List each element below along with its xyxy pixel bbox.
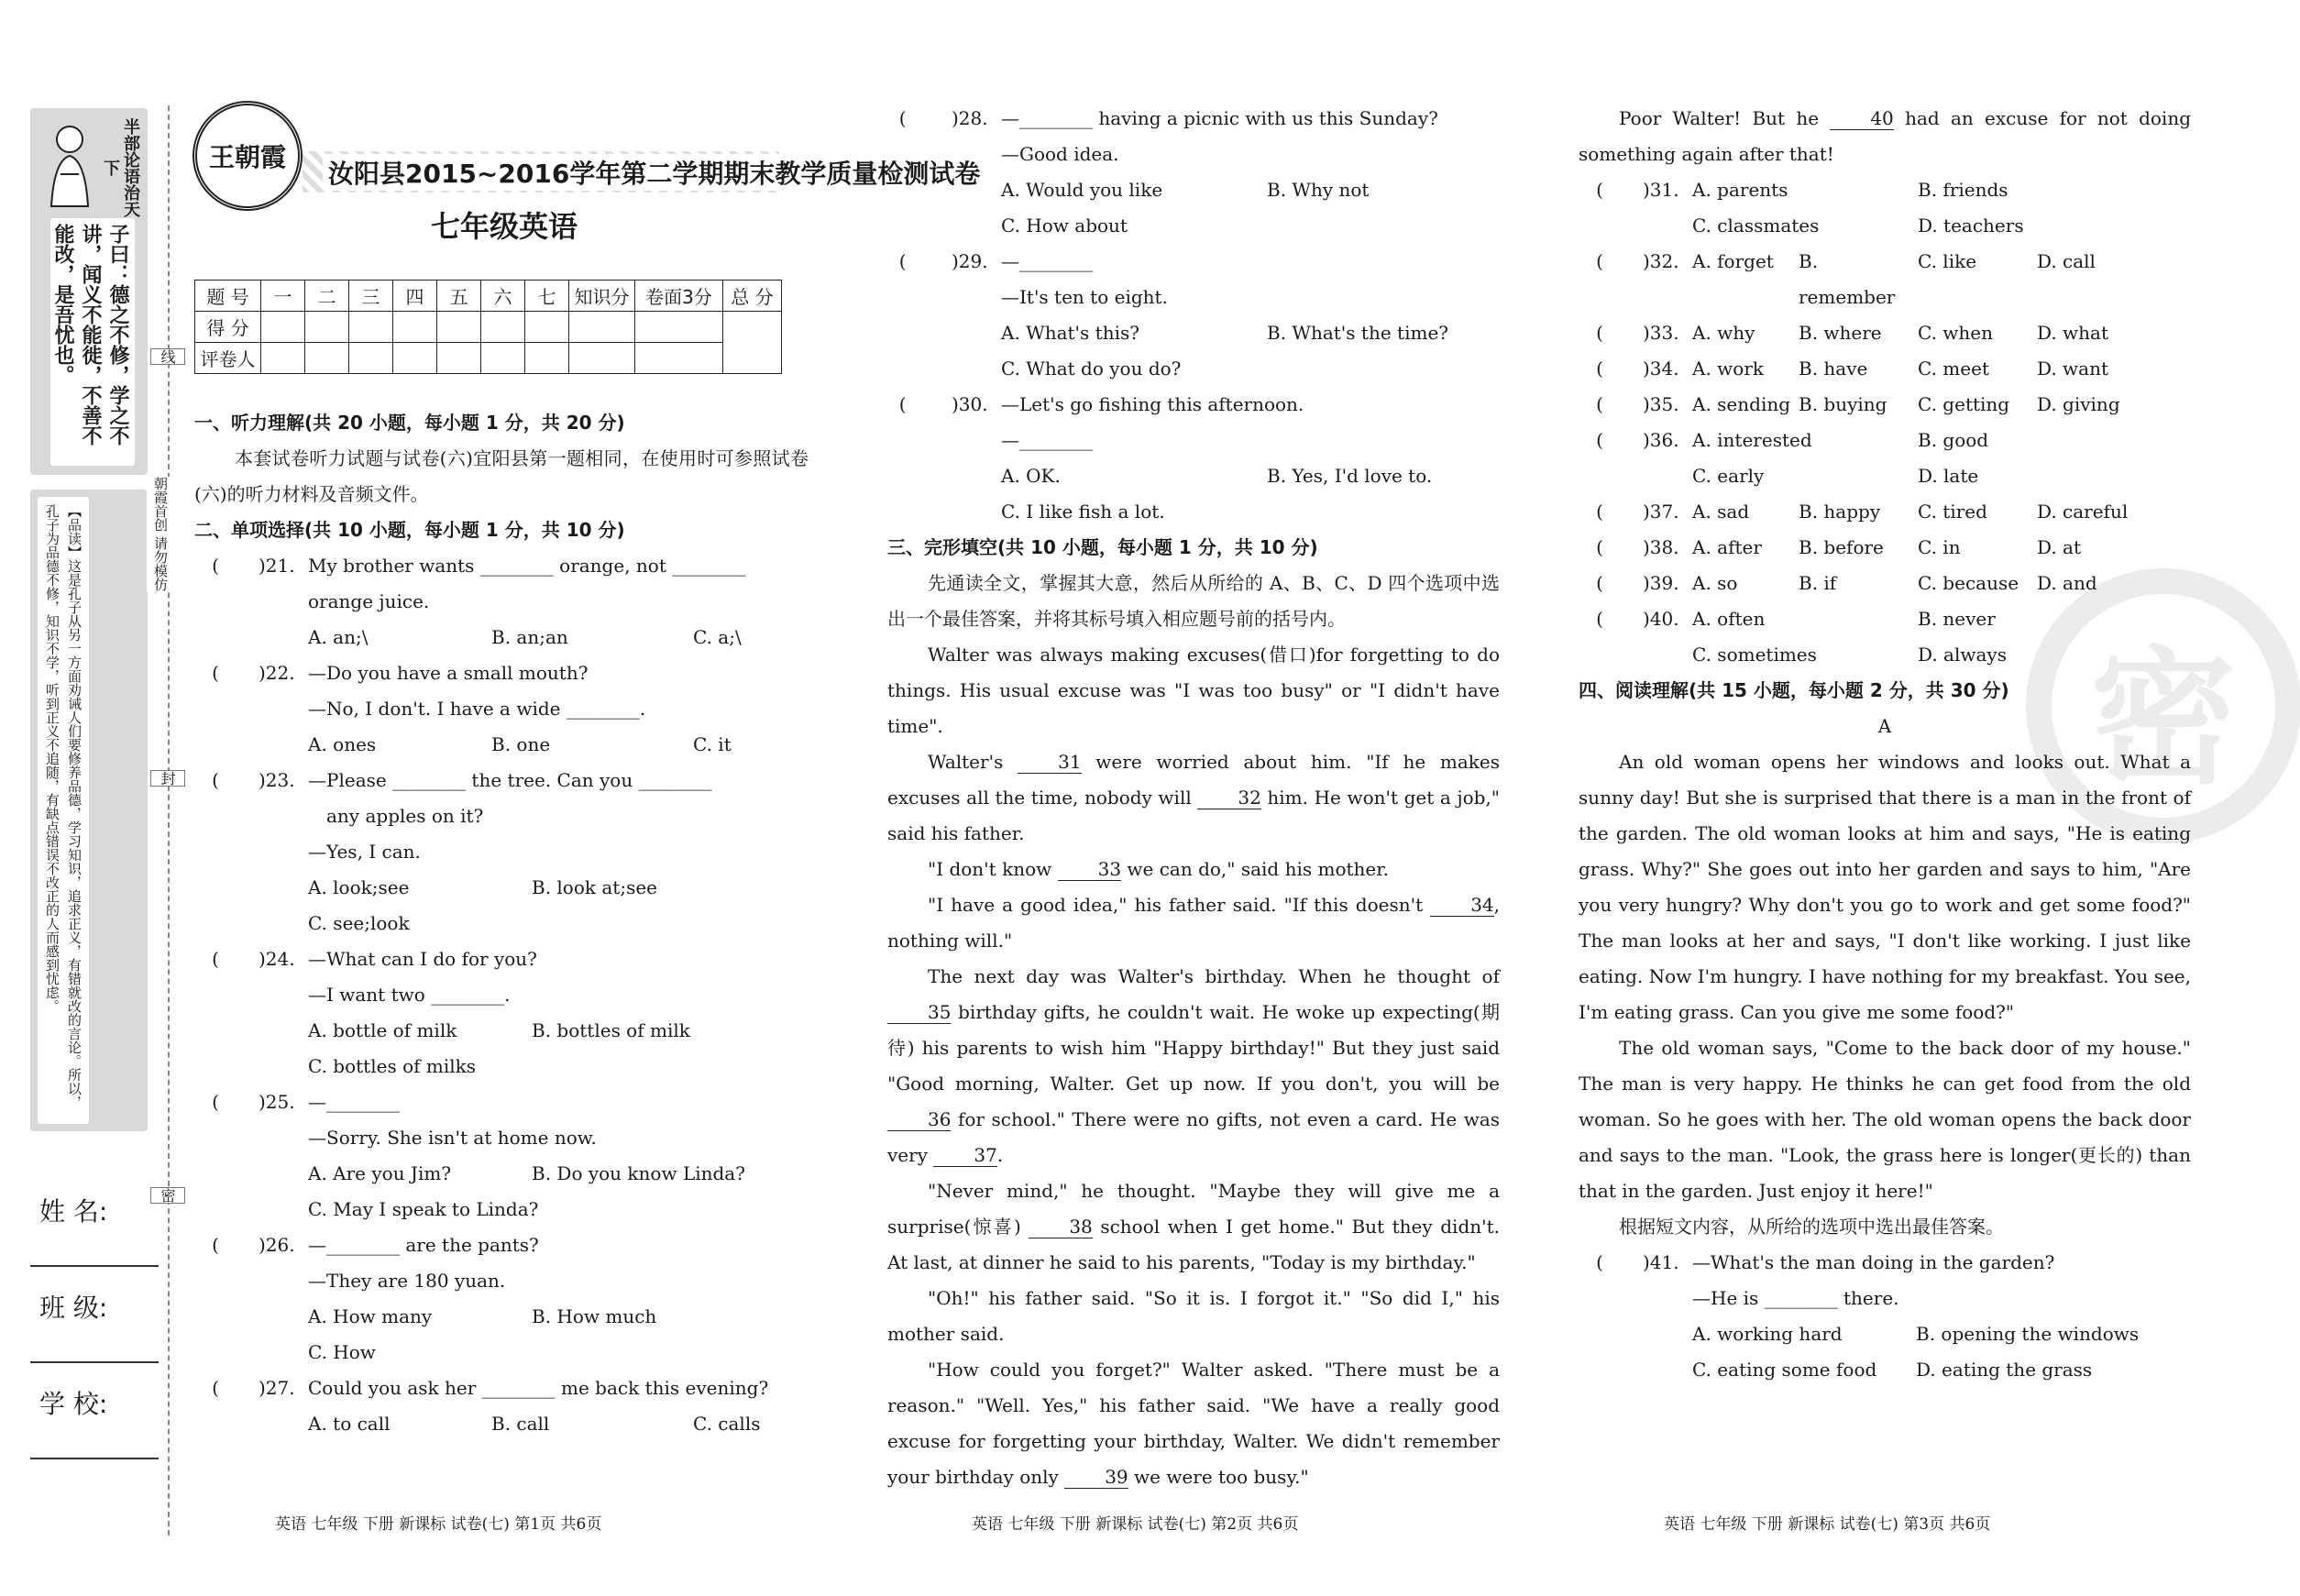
- cloze-paragraph-9: Poor Walter! But he 40 had an excuse for not doing something again after that!: [1579, 107, 2192, 165]
- passage-label: A: [1877, 715, 1892, 737]
- question-29: ( )29. —________ —It's ten to eight. A. What's this? B. What's the time? C. What do you do?: [887, 250, 1448, 380]
- sidebar-quote-panel: [30, 108, 148, 475]
- score-row: 得 分: [195, 312, 782, 343]
- cloze-paragraph-1: Walter was always making excuses(借口)for forgetting to do things. His usual excuse was "I was too busy" or "I didn't have time".: [887, 644, 1500, 737]
- seal-watermark: 密: [2026, 568, 2300, 843]
- cloze-paragraph-3: "I don't know 33 we can do," said his mother.: [928, 858, 1389, 880]
- sidebar: [30, 108, 148, 1131]
- commentary-text: 【品读】这是孔子从另一方面劝诫人们要修养品德，学习知识，追求正义，有错就改的言论。所以，孔子为品德不修，知识不学，听到正义不追随，有缺点错误不改正的人而感到忧虑。: [38, 497, 89, 1124]
- question-24: ( )24. —What can I do for you? —I want two ________. A. bottle of milk B. bottles of milk C. bottles of milks: [194, 948, 690, 1077]
- reading-instruction: 根据短文内容，从所给的选项中选出最佳答案。: [1619, 1216, 2004, 1238]
- page-footer-2: 英语 七年级 下册 新课标 试卷(七) 第2页 共6页: [972, 1515, 1299, 1534]
- name-field[interactable]: 姓 名:: [30, 1192, 159, 1288]
- confucius-quote: 子曰：德之不修，学之不讲，闻义不能徙，不善不能改，是吾忧也。: [50, 218, 135, 466]
- section-1-text: 本套试卷听力试题与试卷(六)宜阳县第一题相同，在使用时可参照试卷(六)的听力材料及音频文件。: [194, 447, 809, 505]
- cloze-paragraph-8: "How could you forget?" Walter asked. "There must be a reason." "Well. Yes," his father said. "We have a really good excuse for forgetting your birthday, Walter. We didn't remember your birthday only 39 we were too busy.": [887, 1359, 1500, 1488]
- blank-34: 34: [1430, 894, 1493, 917]
- grader-row: 评卷人: [195, 343, 782, 374]
- cloze-options-list: [1579, 172, 2191, 673]
- cloze-paragraph-5: The next day was Walter's birthday. When he thought of 35 birthday gifts, he couldn't wait. He woke up expecting(期待) his parents to wish him "Happy birthday!" But they just said "Good morning, Walter. Get up now. If you don't, you will be 36 for school." There were no gifts, not even a card. He was very 37.: [887, 965, 1501, 1166]
- copyright-note: 朝霞首创 请勿模仿: [147, 477, 174, 591]
- cloze-option-row: ( )37. A. sad B. happy C. tired D. careful: [1579, 501, 2129, 523]
- cut-label-secret: 密: [150, 1187, 185, 1204]
- blank-40: 40: [1830, 107, 1893, 130]
- question-26: ( )26. —________ are the pants? —They are 180 yuan. A. How many B. How much C. How: [194, 1234, 657, 1363]
- student-info-fields: [30, 1192, 159, 1480]
- question-23: ( )23. —Please ________ the tree. Can you ________ any apples on it? —Yes, I can. A. look;see B. look at;see C. see;look: [194, 769, 712, 934]
- blank-39: 39: [1064, 1466, 1128, 1489]
- section-4-title: 四、阅读理解(共 15 小题，每小题 2 分，共 30 分): [1579, 679, 2009, 701]
- cloze-option-row: ( )31. A. parents B. friends C. classmates D. teachers: [1579, 179, 2024, 237]
- exam-subtitle: 七年级英语: [431, 209, 578, 244]
- cloze-paragraph-7: "Oh!" his father said. "So it is. I forgot it." "So did I," his mother said.: [887, 1287, 1500, 1345]
- section-3-intro: 先通读全文，掌握其大意，然后从所给的 A、B、C、D 四个选项中选出一个最佳答案，并将其标号填入相应题号前的括号内。: [887, 572, 1500, 630]
- sidebar-vertical-title: 半部论语治天下: [101, 118, 140, 217]
- blank-31: 31: [1018, 751, 1081, 774]
- question-22: ( )22. —Do you have a small mouth? —No, I don't. I have a wide ________. A. ones B. one C. it: [194, 662, 732, 755]
- class-field[interactable]: 班 级:: [30, 1288, 159, 1384]
- section-1-title: 一、听力理解(共 20 小题，每小题 1 分，共 20 分): [194, 412, 625, 434]
- section-2-title: 二、单项选择(共 10 小题，每小题 1 分，共 10 分): [194, 519, 625, 541]
- cloze-option-row: ( )36. A. interested B. good C. early D. late: [1579, 429, 1989, 487]
- cloze-paragraph-4: "I have a good idea," his father said. "If this doesn't 34, nothing will.": [887, 894, 1500, 952]
- exam-title: 汝阳县2015~2016学年第二学期期末教学质量检测试卷: [323, 154, 985, 191]
- page-footer-1: 英语 七年级 下册 新课标 试卷(七) 第1页 共6页: [275, 1515, 602, 1534]
- cloze-option-row: ( )35. A. sending B. buying C. getting D. giving: [1579, 393, 2120, 415]
- column-3: [1579, 101, 2191, 1388]
- cloze-paragraph-6: "Never mind," he thought. "Maybe they will give me a surprise(惊喜) 38 school when I get home." But they didn't. At last, at dinner he said to his parents, "Today is my birthday.": [887, 1180, 1501, 1273]
- sidebar-commentary-panel: [30, 490, 148, 1131]
- column-1: [194, 405, 809, 1442]
- question-27: ( )27. Could you ask her ________ me back this evening? A. to call B. call C. calls: [194, 1377, 769, 1435]
- cloze-paragraph-2: Walter's 31 were worried about him. "If he makes excuses all the time, nobody will 32 him. He won't get a job," said his father.: [887, 751, 1501, 844]
- blank-35: 35: [887, 1001, 951, 1024]
- cloze-option-row: ( )33. A. why B. where C. when D. what: [1579, 322, 2108, 344]
- score-table-header-row: 题 号 一 二 三 四 五 六 七 知识分 卷面3分 总 分: [195, 281, 782, 312]
- cloze-option-row: ( )40. A. often B. never C. sometimes D. always: [1579, 608, 2007, 666]
- column-2: [887, 101, 1500, 1495]
- cloze-option-row: ( )32. A. forget B. remember C. like D. call: [1579, 250, 2096, 308]
- blank-36: 36: [887, 1108, 951, 1131]
- question-30: ( )30. —Let's go fishing this afternoon. —________ A. OK. B. Yes, I'd love to. C. I like fish a lot.: [887, 393, 1433, 523]
- cut-line: [168, 105, 170, 1535]
- blank-33: 33: [1058, 858, 1121, 881]
- sage-figure-icon: [38, 119, 102, 211]
- cloze-option-row: ( )38. A. after B. before C. in D. at: [1579, 536, 2081, 558]
- cut-label-seal: 封: [150, 770, 185, 787]
- page-footer-3: 英语 七年级 下册 新课标 试卷(七) 第3页 共6页: [1664, 1515, 1991, 1534]
- blank-38: 38: [1029, 1216, 1092, 1238]
- question-41: ( )41. —What's the man doing in the garden? —He is ________ there. A. working hard B. opening the windows C. eating some food D. eating the grass: [1579, 1251, 2140, 1381]
- blank-37: 37: [933, 1144, 996, 1167]
- cloze-option-row: ( )39. A. so B. if C. because D. and: [1579, 572, 2097, 594]
- reading-paragraph-1: An old woman opens her windows and looks out. What a sunny day! But she is surprised that there is a man in the front of the garden. The old woman looks at him and says, "He is eating grass. Why?" She goes out into her garden and says to him, "Are you very hungry? Why don't you go to work and get some food?" The man looks at her and says, "I don't like working. I just like eating. Now I'm hungry. I have nothing for my breakfast. You see, I'm eating grass. Can you give me some food?": [1579, 751, 2191, 1023]
- score-table: [194, 280, 782, 374]
- school-field[interactable]: 学 校:: [30, 1384, 159, 1480]
- reading-paragraph-2: The old woman says, "Come to the back door of my house." The man is very happy. He thinks he can get food from the old woman. So he goes with her. The old woman opens the back door and says to the man. "Look, the grass here is longer(更长的) than that in the garden. Just enjoy it here!": [1579, 1037, 2191, 1202]
- question-21: ( )21. My brother wants ________ orange, not ________ orange juice. A. an;\ B. an;an C. a;\: [194, 555, 746, 648]
- blank-32: 32: [1197, 787, 1260, 809]
- brand-logo: 王朝霞: [193, 101, 303, 211]
- question-28: ( )28. —________ having a picnic with us this Sunday? —Good idea. A. Would you like B. Why not C. How about: [887, 107, 1438, 237]
- cut-label-line: 线: [150, 348, 185, 365]
- section-3-title: 三、完形填空(共 10 小题，每小题 1 分，共 10 分): [887, 536, 1318, 558]
- cloze-option-row: ( )34. A. work B. have C. meet D. want: [1579, 358, 2108, 380]
- question-25: ( )25. —________ —Sorry. She isn't at home now. A. Are you Jim? B. Do you know Linda? C. May I speak to Linda?: [194, 1091, 745, 1220]
